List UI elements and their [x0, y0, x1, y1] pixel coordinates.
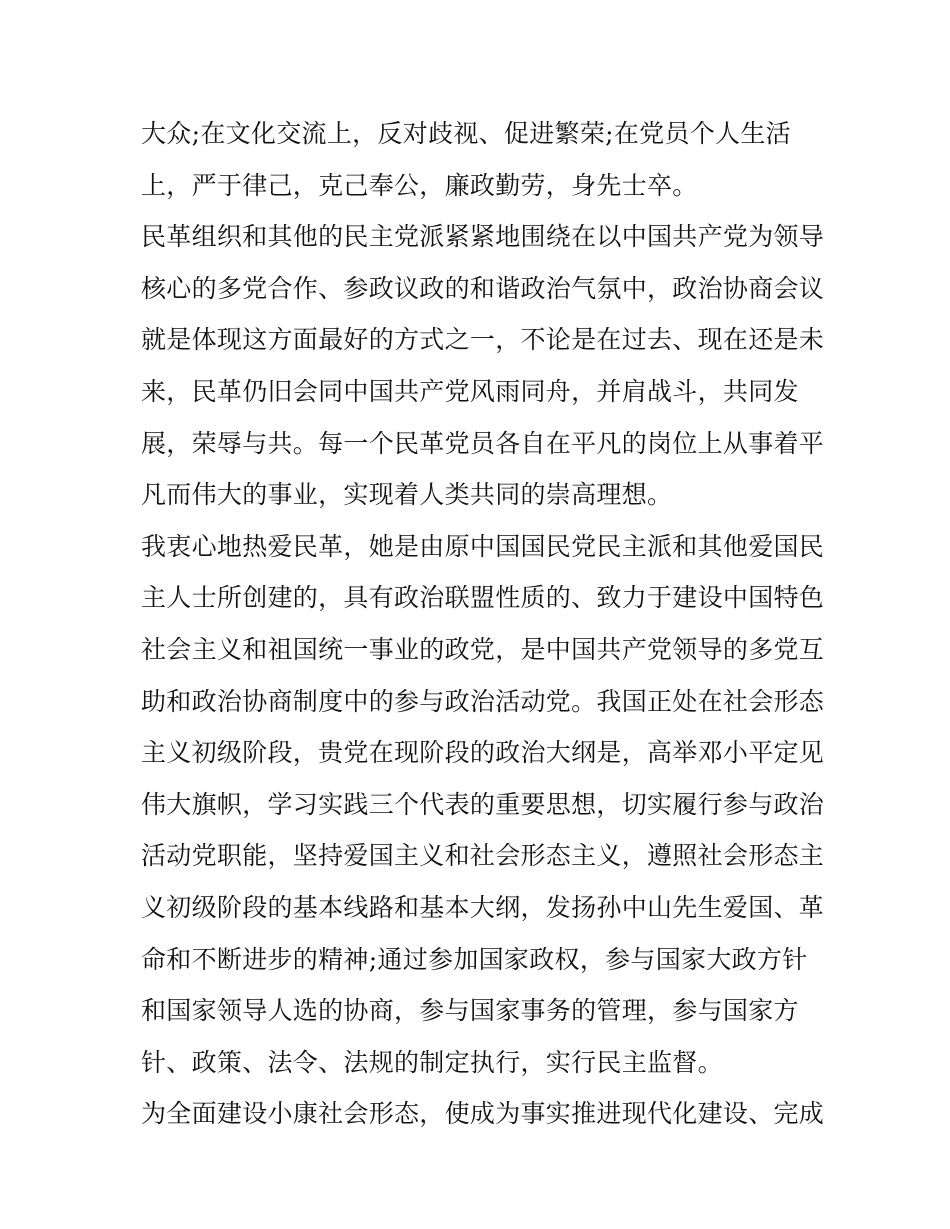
text-line: 为全面建设小康社会形态，使成为事实推进现代化建设、完成	[141, 1099, 825, 1129]
text-line: 主人士所创建的，具有政治联盟性质的、致力于建设中国特色	[141, 583, 825, 613]
text-line: 活动党职能，坚持爱国主义和社会形态主义，遵照社会形态主	[141, 841, 825, 871]
body-text	[141, 108, 825, 1140]
text-line: 上，严于律己，克己奉公，廉政勤劳，身先士卒。	[141, 170, 698, 200]
text-line: 社会主义和祖国统一事业的政党，是中国共产党领导的多党互	[141, 634, 825, 664]
text-line: 伟大旗帜，学习实践三个代表的重要思想，切实履行参与政治	[141, 789, 825, 819]
text-line: 核心的多党合作、参政议政的和谐政治气氛中，政治协商会议	[141, 273, 825, 303]
text-line: 展，荣辱与共。每一个民革党员各自在平凡的岗位上从事着平	[141, 428, 825, 458]
text-line: 大众;在文化交流上，反对歧视、促进繁荣;在党员个人生活	[141, 119, 791, 148]
text-line: 针、政策、法令、法规的制定执行，实行民主监督。	[141, 1047, 723, 1077]
text-line: 民革组织和其他的民主党派紧紧地围绕在以中国共产党为领导	[141, 222, 825, 252]
text-line: 助和政治协商制度中的参与政治活动党。我国正处在社会形态	[141, 686, 825, 716]
text-line: 命和不断进步的精神;通过参加国家政权，参与国家大政方针	[141, 944, 808, 974]
text-line: 和国家领导人选的协商，参与国家事务的管理，参与国家方	[141, 996, 799, 1026]
text-line: 就是体现这方面最好的方式之一，不论是在过去、现在还是未	[141, 325, 825, 355]
text-line: 主义初级阶段，贵党在现阶段的政治大纲是，高举邓小平定见	[141, 738, 825, 768]
text-line: 凡而伟大的事业，实现着人类共同的崇高理想。	[141, 480, 673, 510]
text-line: 我衷心地热爱民革，她是由原中国国民党民主派和其他爱国民	[141, 531, 825, 561]
text-line: 义初级阶段的基本线路和基本大纲，发扬孙中山先生爱国、革	[141, 892, 825, 922]
text-line: 来，民革仍旧会同中国共产党风雨同舟，并肩战斗，共同发	[141, 376, 799, 406]
